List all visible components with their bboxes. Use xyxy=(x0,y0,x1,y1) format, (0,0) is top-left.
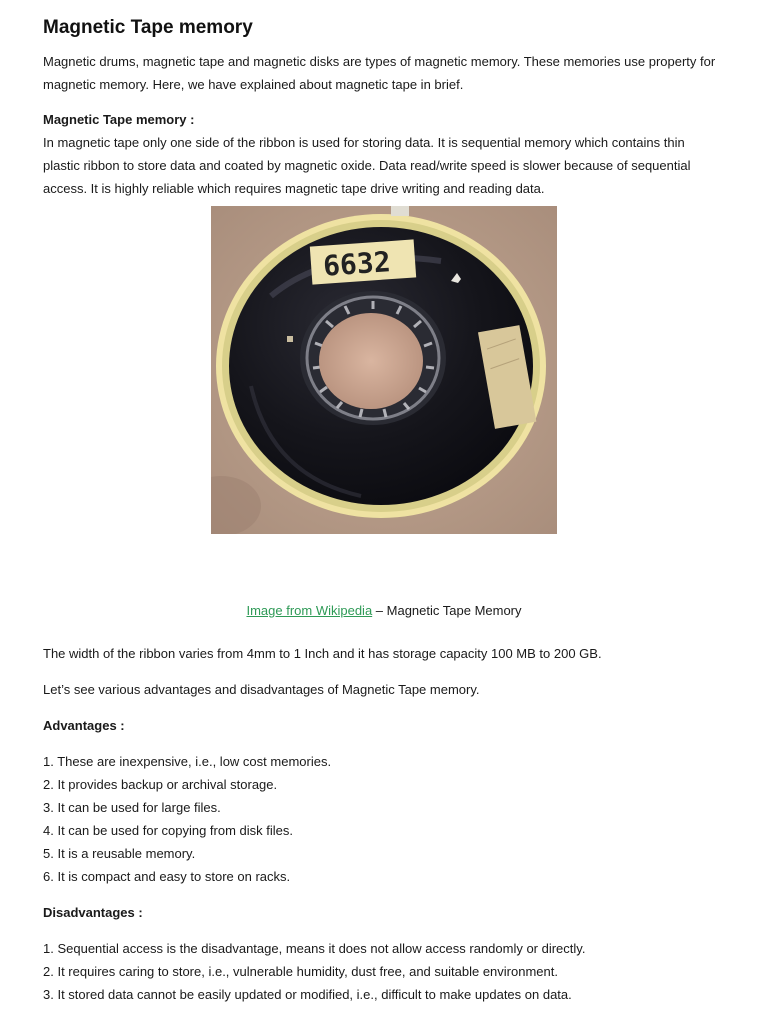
list-item: 2. It requires caring to store, i.e., vulnerable humidity, dust free, and suitable environment. xyxy=(43,964,558,979)
magnetic-tape-photo xyxy=(211,206,557,534)
tape-reel-illustration xyxy=(211,206,557,534)
disadvantages-heading: Disadvantages : xyxy=(43,905,143,920)
section-paragraph: In magnetic tape only one side of the ribbon is used for storing data. It is sequential memory which contains thin plastic ribbon to store data and coated by magnetic oxide. Data read/write speed is slower because of sequential access. It is highly reliable which requires magnetic tape drive writing and reading data. xyxy=(43,135,691,196)
reel-label-tag xyxy=(310,239,416,284)
list-item: 6. It is compact and easy to store on racks. xyxy=(43,869,291,884)
intro-paragraph: Magnetic drums, magnetic tape and magnetic disks are types of magnetic memory. These memories use property for magnetic memory. Here, we have explained about magnetic tape in brief. xyxy=(43,54,716,92)
advantages-heading: Advantages : xyxy=(43,718,125,733)
figure-caption xyxy=(43,599,725,622)
list-item: 4. It can be used for copying from disk files. xyxy=(43,823,294,838)
list-item: 3. It can be used for large files. xyxy=(43,800,221,815)
wikipedia-link[interactable]: Image from Wikipedia xyxy=(246,603,373,618)
reel-label-number: 6632 xyxy=(322,245,392,283)
list-item: 2. It provides backup or archival storage. xyxy=(43,777,278,792)
list-item: 1. These are inexpensive, i.e., low cost memories. xyxy=(43,754,332,769)
ribbon-width-paragraph: The width of the ribbon varies from 4mm to 1 Inch and it has storage capacity 100 MB to 200 GB. xyxy=(43,646,602,661)
list-item: 3. It stored data cannot be easily updated or modified, i.e., difficult to make updates on data. xyxy=(43,987,572,1002)
advantages-list xyxy=(43,750,725,888)
section-heading: Magnetic Tape memory : xyxy=(43,112,195,127)
list-item: 1. Sequential access is the disadvantage, means it does not allow access randomly or directly. xyxy=(43,941,586,956)
caption-text: – Magnetic Tape Memory xyxy=(372,603,522,618)
list-item: 5. It is a reusable memory. xyxy=(43,846,196,861)
disadvantages-list xyxy=(43,937,725,1006)
advantages-lead-paragraph: Let’s see various advantages and disadvantages of Magnetic Tape memory. xyxy=(43,682,480,697)
page-title: Magnetic Tape memory xyxy=(43,17,253,38)
reel-hub-hole xyxy=(319,313,423,409)
